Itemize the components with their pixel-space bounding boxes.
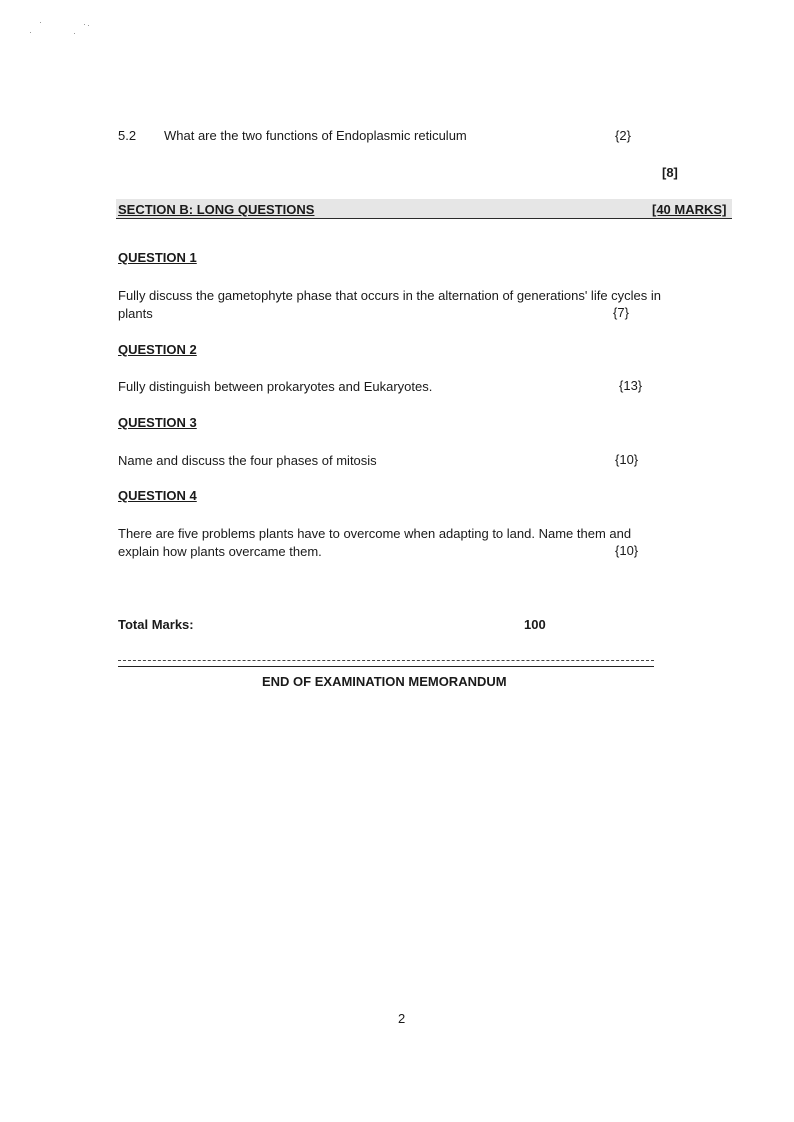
question-1-line-1: Fully discuss the gametophyte phase that occurs in the alternation of generations' life cycles in: [118, 288, 662, 303]
dashed-divider: [118, 660, 654, 661]
question-5-2-number: 5.2: [118, 128, 137, 143]
end-of-memorandum: END OF EXAMINATION MEMORANDUM: [262, 674, 507, 689]
section-b-title: SECTION B: LONG QUESTIONS: [118, 202, 315, 217]
question-1-heading: QUESTION 1: [118, 250, 197, 265]
question-4-heading: QUESTION 4: [118, 488, 197, 503]
total-marks-label: Total Marks:: [118, 617, 194, 632]
scan-specks: [28, 18, 98, 38]
question-2-text: Fully distinguish between prokaryotes and Eukaryotes.: [118, 379, 433, 394]
question-1-marks: {7}: [613, 305, 629, 320]
question-4-line-1: There are five problems plants have to overcome when adapting to land. Name them and: [118, 526, 632, 541]
section-b-marks: [40 MARKS]: [652, 202, 727, 217]
question-5-2-marks: {2}: [615, 128, 631, 143]
page-number: 2: [398, 1011, 406, 1026]
question-4-line-2: explain how plants overcame them.: [118, 544, 322, 559]
question-5-2-text: What are the two functions of Endoplasmic reticulum: [164, 128, 467, 143]
solid-divider: [118, 666, 654, 667]
question-4-marks: {10}: [615, 543, 639, 558]
section-a-subtotal: [8]: [662, 165, 678, 180]
question-3-marks: {10}: [615, 452, 639, 467]
question-3-heading: QUESTION 3: [118, 415, 197, 430]
question-2-heading: QUESTION 2: [118, 342, 197, 357]
question-3-text: Name and discuss the four phases of mitosis: [118, 453, 377, 468]
question-1-line-2: plants: [118, 306, 153, 321]
question-2-marks: {13}: [619, 378, 643, 393]
total-marks-value: 100: [524, 617, 546, 632]
